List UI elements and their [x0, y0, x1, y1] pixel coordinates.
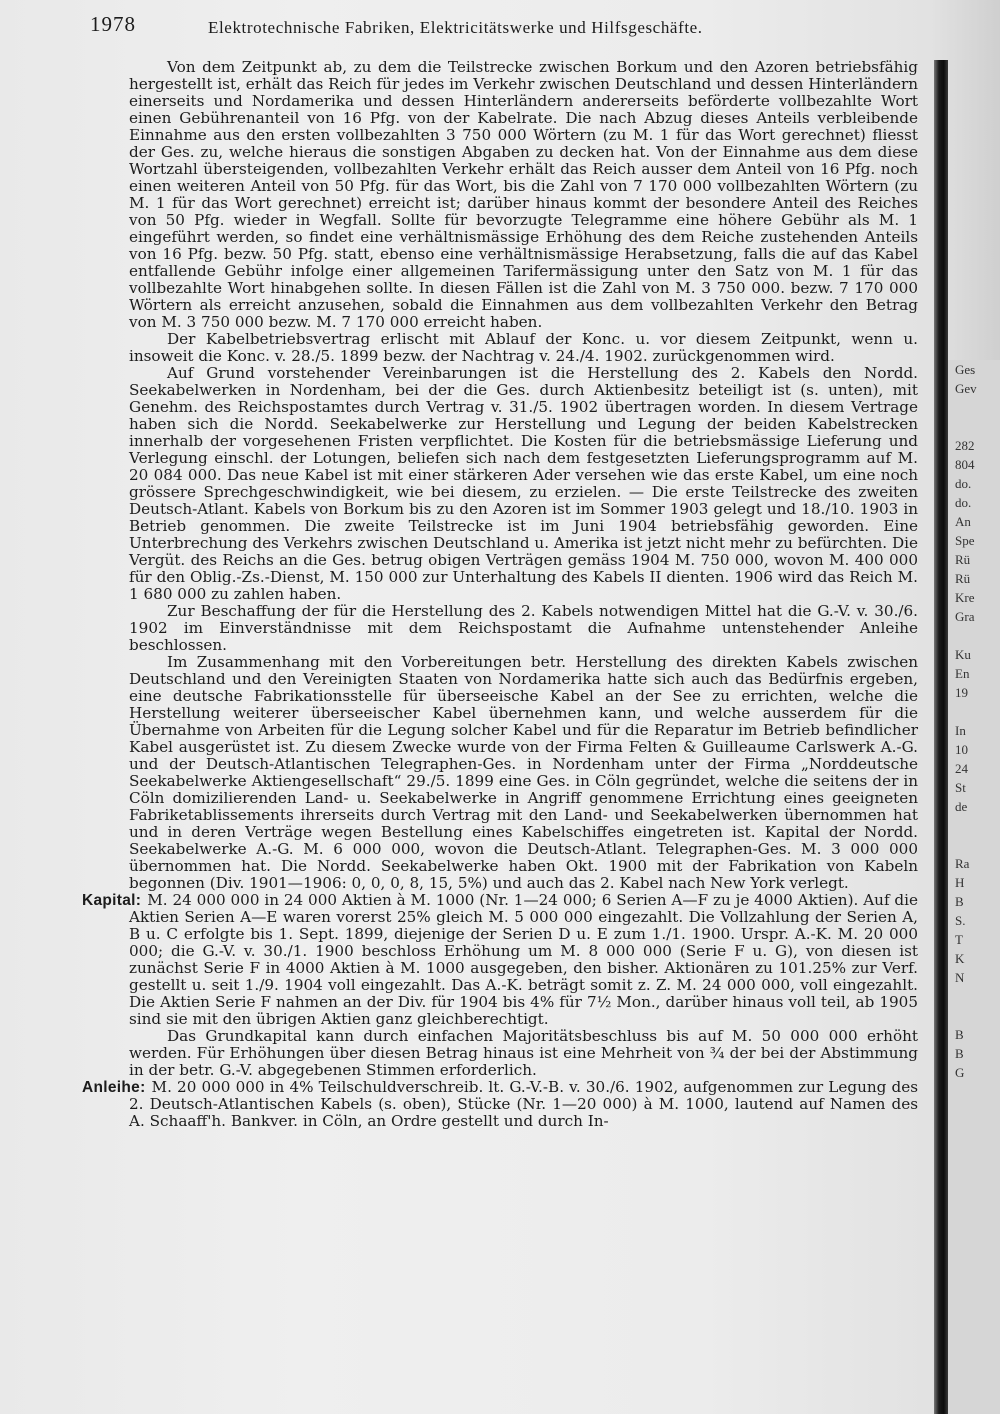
- adjacent-page-fragment: Ku: [955, 647, 971, 662]
- paragraph-contract-expiry: Der Kabelbetriebsvertrag erlischt mit Ablauf der Konc. u. vor diesem Zeitpunkt, wenn u. insoweit die Konc. v. 28./5. 1899 bezw. der Nachtrag v. 24./4. 1902. zurückgenommen wird.: [129, 330, 918, 365]
- adjacent-page-fragment: [948, 417, 1000, 436]
- adjacent-page-fragment: In: [955, 723, 966, 738]
- adjacent-page-fragment: An: [955, 514, 971, 529]
- adjacent-page-fragment: Ra: [955, 856, 970, 871]
- adjacent-page-fragment: B: [955, 894, 964, 909]
- anleihe-label: Anleihe:: [82, 1079, 146, 1096]
- page-number: 1978: [90, 12, 136, 36]
- adjacent-page-fragment: [948, 987, 1000, 1006]
- adjacent-page-fragment: Ges: [955, 362, 976, 377]
- adjacent-page-fragment: [948, 626, 1000, 645]
- adjacent-page-fragment: [948, 835, 1000, 854]
- kapital-label: Kapital:: [82, 892, 142, 909]
- adjacent-page-fragment: B: [955, 1046, 964, 1061]
- adjacent-page-fragment: N: [955, 970, 965, 985]
- adjacent-page-fragment: 282: [955, 438, 975, 453]
- kapital-section: [82, 892, 918, 1028]
- adjacent-page-fragment: 19: [955, 685, 968, 700]
- adjacent-page-fragment: T: [955, 932, 963, 947]
- adjacent-page-fragment: Rü: [955, 571, 971, 586]
- adjacent-page-fragment: do.: [955, 495, 972, 510]
- adjacent-page-fragment: Rü: [955, 552, 971, 567]
- adjacent-page-fragment: K: [955, 951, 965, 966]
- anleihe-text: M. 20 000 000 in 4% Teilschuldverschreib. lt. G.-V.-B. v. 30./6. 1902, aufgenommen zur Legung des 2. Deutsch-Atlantischen Kabels (s. oben), Stücke (Nr. 1—20 000) à M. 1000, lautend auf Namen des A. Schaaff'h. Bankver. in Cöln, an Ordre gestellt und durch In-: [129, 1078, 918, 1130]
- adjacent-page-fragment: G: [955, 1065, 965, 1080]
- adjacent-page-fragment: Spe: [955, 533, 975, 548]
- adjacent-page-fragment: S.: [955, 913, 966, 928]
- adjacent-page-fragment: Kre: [955, 590, 975, 605]
- paragraph-second-cable: Auf Grund vorstehender Vereinbarungen ist die Herstellung des 2. Kabels den Nordd. Seekabelwerken in Nordenham, bei der die Ges. durch Aktienbesitz beteiligt ist (s. unten), mit Genehm. des Reichspostamtes durch Vertrag v. 31./5. 1902 übertragen worden. In diesem Vertrage haben sich die Nordd. Seekabelwerke zur Herstellung und Legung der beiden Kabelstrecken innerhalb der vorgesehenen Fristen verpflichtet. Die Kosten für die betriebsmässige Lieferung und Verlegung einschl. der Lotungen, beliefen sich nach dem festgesetzten Lieferungsprogramm auf M. 20 084 000. Das neue Kabel ist mit einer stärkeren Ader versehen wie das erste Kabel, um eine noch grössere Sprechgeschwindigkeit, wie bei diesem, zu erzielen. — Die erste Teilstrecke des zweiten Deutsch-Atlant. Kabels von Borkum bis zu den Azoren ist im Sommer 1903 gelegt und 18./10. 1903 in Betrieb genommen. Die zweite Teilstrecke ist im Juni 1904 betriebsfähig geworden. Eine Unterbrechung des Verkehrs zwischen Deutschland u. Amerika ist jetzt nicht mehr zu befürchten. Die Vergüt. des Reichs an die Ges. betrug obigen Verträgen gemäss 1904 M. 750 000, wovon M. 400 000 für den Oblig.-Zs.-Dienst, M. 150 000 zur Unterhaltung des Kabels II dienten. 1906 wird das Reich M. 1 680 000 zu zahlen haben.: [129, 364, 918, 603]
- adjacent-page-fragment: do.: [955, 476, 972, 491]
- adjacent-page-fragment: [948, 816, 1000, 835]
- adjacent-page-fragment: Gev: [955, 381, 977, 396]
- adjacent-page-fragment: Gra: [955, 609, 975, 624]
- adjacent-page-fragment: 10: [955, 742, 968, 757]
- page-body: [82, 59, 918, 1130]
- paragraph-seekabelwerke: Im Zusammenhang mit den Vorbereitungen betr. Herstellung des direkten Kabels zwischen Deutschland und den Vereinigten Staaten von Nordamerika hatte sich auch das Bedürfnis ergeben, eine deutsche Fabrikationsstelle für überseeische Kabel an der See zu errichten, welche die Herstellung weiterer überseeischer Kabel übernehmen kann, und welche ausserdem für die Übernahme von Arbeiten für die Legung solcher Kabel und für die Reparatur im Betrieb befindlicher Kabel ausgerüstet ist. Zu diesem Zwecke wurde von der Firma Felten & Guilleaume Carlswerk A.-G. und der Deutsch-Atlantischen Telegraphen-Ges. in Nordenham unter der Firma „Norddeutsche Seekabelwerke Aktiengesellschaft“ 29./5. 1899 eine Ges. in Cöln gegründet, welche die seitens der in Cöln domizilierenden Land- u. Seekabelwerke in Angriff genommene Errichtung eines geeigneten Fabriketablissements ihrerseits durch Vertrag mit den Land- und Seekabelwerken übernommen hat und in deren Verträge wegen Bestellung eines Kabelschiffes eingetreten ist. Kapital der Nordd. Seekabelwerke A.-G. M. 6 000 000, wovon die Deutsch-Atlant. Telegraphen-Ges. M. 3 000 000 übernommen hat. Die Nordd. Seekabelwerke haben Okt. 1900 mit der Fabrikation von Kabeln begonnen (Div. 1901—1906: 0, 0, 0, 8, 15, 5%) und auch das 2. Kabel nach New York verlegt.: [129, 653, 918, 892]
- adjacent-page-fragment: [948, 702, 1000, 721]
- binding-gutter: [934, 60, 948, 1414]
- kapital-continuation: Das Grundkapital kann durch einfachen Majoritätsbeschluss bis auf M. 50 000 000 erhöht werden. Für Erhöhungen über diesen Betrag hinaus ist eine Mehrheit von ¾ der bei der Abstimmung in der betr. G.-V. abgegebenen Stimmen erforderlich.: [129, 1027, 918, 1079]
- adjacent-page-fragment: de: [955, 799, 968, 814]
- adjacent-page-fragment: H: [955, 875, 965, 890]
- adjacent-page-fragment: En: [955, 666, 970, 681]
- kapital-text: M. 24 000 000 in 24 000 Aktien à M. 1000 (Nr. 1—24 000; 6 Serien A—F zu je 4000 Aktien). Auf die Aktien Serien A—E waren vorerst 25% gleich M. 5 000 000 eingezahlt. Die Vollzahlung der Serien A, B u. C erfolgte bis 1. Sept. 1899, diejenige der Serien D u. E zum 1./1. 1900. Urspr. A.-K. M. 20 000 000; die G.-V. v. 30./1. 1900 beschloss Erhöhung um M. 8 000 000 (Serie F u. G), von diesen ist zunächst Serie F in 4000 Aktien à M. 1000 ausgegeben, den bisher. Aktionären zu 101.25% zur Verf. gestellt u. seit 1./9. 1904 voll eingezahlt. Das A.-K. beträgt somit z. Z. M. 24 000 000, voll eingezahlt. Die Aktien Serie F nahmen an der Div. für 1904 bis 4% für 7½ Mon., darüber hinaus voll teil, ab 1905 sind sie mit den übrigen Aktien ganz gleichberechtigt.: [129, 891, 918, 1028]
- adjacent-page-fragment: 804: [955, 457, 975, 472]
- paragraph-revenue-share: Von dem Zeitpunkt ab, zu dem die Teilstrecke zwischen Borkum und den Azoren betriebsfähig hergestellt ist, erhält das Reich für jedes im Verkehr zwischen Deutschland und dessen Hinterländern einerseits und Nordamerika und dessen Hinterländern andererseits beförderte vollbezahlte Wort einen Gebührenanteil von 16 Pfg. von der Kabelrate. Die nach Abzug dieses Anteils verbleibende Einnahme aus den ersten vollbezahlten 3 750 000 Wörtern (zu M. 1 für das Wort gerechnet) fliesst der Ges. zu, welche hieraus die sonstigen Abgaben zu decken hat. Von der Einnahme aus dem diese Wortzahl übersteigenden, vollbezahlten Verkehr erhält das Reich ausser dem Anteil von 16 Pfg. noch einen weiteren Anteil von 50 Pfg. für das Wort, bis die Zahl von 7 170 000 vollbezahlten Wörtern (zu M. 1 für das Wort gerechnet) erreicht ist; darüber hinaus kommt der besondere Anteil des Reiches von 50 Pfg. wieder in Wegfall. Sollte für bevorzugte Telegramme eine höhere Gebühr als M. 1 eingeführt werden, so findet eine verhältnismässige Erhöhung des dem Reiche zustehenden Anteils von 16 Pfg. bezw. 50 Pfg. statt, ebenso eine verhältnismässige Herabsetzung, falls die auf das Kabel entfallende Gebühr infolge einer allgemeinen Tarifermässigung unter den Satz von M. 1 für das vollbezahlte Wort hinabgehen sollte. In diesen Fällen ist die Zahl von M. 3 750 000. bezw. 7 170 000 Wörtern als erreicht anzusehen, sobald die Einnahmen aus dem vollbezahlten Verkehr den Betrag von M. 3 750 000 bezw. M. 7 170 000 erreicht haben.: [129, 58, 918, 331]
- adjacent-page-fragment: B: [955, 1027, 964, 1042]
- adjacent-page-fragment: St: [955, 780, 966, 795]
- paragraph-financing: Zur Beschaffung der für die Herstellung des 2. Kabels notwendigen Mittel hat die G.-V. v. 30./6. 1902 im Einverständnisse mit dem Reichspostamt die Aufnahme untenstehender Anleihe beschlossen.: [129, 602, 918, 654]
- adjacent-page-edge: [948, 360, 1000, 1414]
- adjacent-page-fragment: 24: [955, 761, 968, 776]
- adjacent-page-fragment: [948, 1006, 1000, 1025]
- running-title: Elektrotechnische Fabriken, Elektricitätswerke und Hilfsgeschäfte.: [208, 18, 703, 37]
- anleihe-section: [82, 1079, 918, 1130]
- adjacent-page-fragment: [948, 398, 1000, 417]
- page-header: [90, 10, 930, 50]
